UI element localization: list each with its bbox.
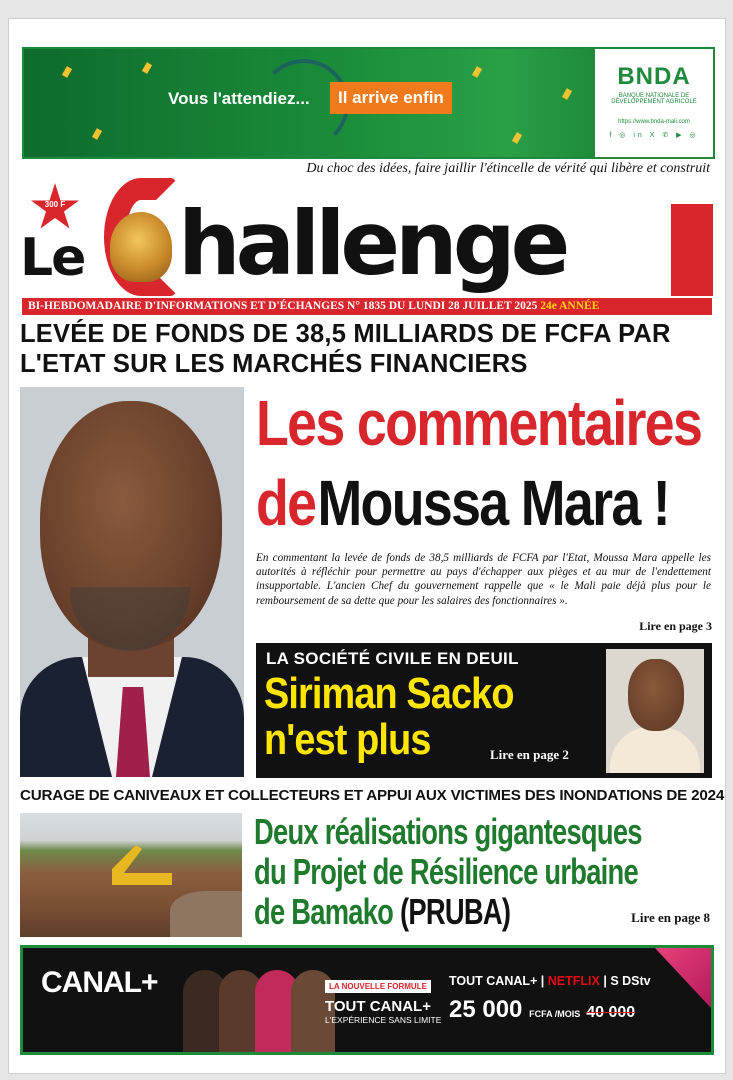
offer-netflix: NETFLIX xyxy=(547,974,600,988)
ad-offer-line xyxy=(449,974,669,988)
flood-water xyxy=(170,891,242,937)
read-more-page-2[interactable]: Lire en page 2 xyxy=(490,747,569,762)
photo-head xyxy=(628,659,684,731)
moussa-mara-photo xyxy=(20,387,244,777)
pruba-acronym: (PRUBA) xyxy=(399,891,511,932)
lead-headline-line1: Les commentaires xyxy=(256,387,702,459)
issue-info: BI-HEBDOMADAIRE D'INFORMATIONS ET D'ÉCHANGES N° 1835 DU LUNDI 28 JUILLET 2025 xyxy=(28,300,538,312)
bnda-advertisement[interactable] xyxy=(22,47,715,159)
logo-le: Le xyxy=(20,228,85,288)
logo-r-letter xyxy=(671,204,713,296)
bnda-logo: BNDA xyxy=(617,63,691,90)
price-old: 40 000 xyxy=(586,1004,636,1021)
canal-plus-advertisement[interactable] xyxy=(20,945,714,1055)
ad-tagline: Vous l'attendiez... xyxy=(168,89,310,108)
price-label: 300 F xyxy=(44,200,66,209)
lead-headline[interactable] xyxy=(256,383,702,561)
lead-headline-de: de xyxy=(256,467,316,539)
pruba-headline[interactable] xyxy=(254,811,642,932)
pruba-headline-bamako: de Bamako xyxy=(254,891,394,932)
obituary-headline-line2: n'est plus xyxy=(264,715,431,764)
offer-separator: | xyxy=(540,974,545,988)
read-more-page-8[interactable]: Lire en page 8 xyxy=(631,910,710,925)
pruba-headline-line2: du Projet de Résilience urbaine xyxy=(254,851,638,892)
lead-headline-name: Moussa Mara ! xyxy=(317,467,670,539)
canal-plus-logo: CANAL+ xyxy=(41,966,158,999)
ad-price xyxy=(449,996,669,1024)
obituary-headline xyxy=(264,671,514,763)
price-value: 25 000 xyxy=(449,996,523,1023)
issue-strap xyxy=(22,298,712,315)
price-unit: FCFA /MOIS xyxy=(529,1009,581,1019)
ad-tagline-highlight: Il arrive enfin xyxy=(330,82,452,114)
ad-offer xyxy=(449,974,669,1024)
confetti xyxy=(92,128,102,140)
siriman-sacko-photo xyxy=(606,649,704,773)
flood-kicker: CURAGE DE CANIVEAUX ET COLLECTEURS ET APPUI AUX VICTIMES DES INONDATIONS DE 2024 xyxy=(20,787,725,804)
excavator xyxy=(112,845,172,885)
pruba-headline-line3 xyxy=(254,892,611,932)
obituary-kicker: LA SOCIÉTÉ CIVILE EN DEUIL xyxy=(266,649,519,668)
lead-kicker: LEVÉE DE FONDS DE 38,5 MILLIARDS DE FCFA PAR L'ETAT SUR LES MARCHÉS FINANCIERS xyxy=(20,320,671,378)
drainage-works-photo xyxy=(20,813,242,937)
pruba-headline-line1: Deux réalisations gigantesques xyxy=(254,811,642,852)
newspaper-motto: Du choc des idées, faire jaillir l'étincelle de vérité qui libère et construit xyxy=(306,161,710,176)
bnda-subtitle: BANQUE NATIONALE DE DÉVELOPPEMENT AGRICOLE xyxy=(611,93,697,105)
obituary-headline-line1: Siriman Sacko xyxy=(264,669,514,718)
year-of-publication: 24e ANNÉE xyxy=(540,300,600,312)
read-more-page-3[interactable]: Lire en page 3 xyxy=(639,619,712,633)
obituary-box[interactable] xyxy=(256,643,712,778)
bnda-url[interactable]: https://www.bnda-mali.com xyxy=(618,119,690,125)
ad-experience: L'EXPÉRIENCE SANS LIMITE xyxy=(325,1015,442,1025)
lion-icon xyxy=(110,212,172,282)
bnda-logo-box xyxy=(593,49,713,157)
confetti xyxy=(62,66,72,78)
logo-challenger: hallenge xyxy=(178,192,566,295)
offer-canal: TOUT CANAL+ xyxy=(449,974,538,988)
lead-summary: En commentant la levée de fonds de 38,5 milliards de FCFA par l'Etat, Moussa Mara appelle les autorités à réfléchir pour permettre au pays d'échapper aux pièges et au mur de l'endettement insupportable. L'ancien Chef du gouvernement rappelle que « le Mali paie déjà plus pour le remboursement de sa dette que pour les salaires des fonctionnaires ». xyxy=(256,552,711,607)
ad-tout-canal: TOUT CANAL+ xyxy=(325,998,431,1015)
ad-people-photo xyxy=(183,960,333,1055)
ad-formula-label: LA NOUVELLE FORMULE xyxy=(325,980,431,993)
offer-dstv: | S DStv xyxy=(603,974,651,988)
social-icons: f ◎ in X ✆ ▶ ◎ xyxy=(609,132,699,139)
photo-body xyxy=(610,727,700,773)
confetti xyxy=(142,62,152,74)
ad-formula-panel xyxy=(325,976,445,1046)
